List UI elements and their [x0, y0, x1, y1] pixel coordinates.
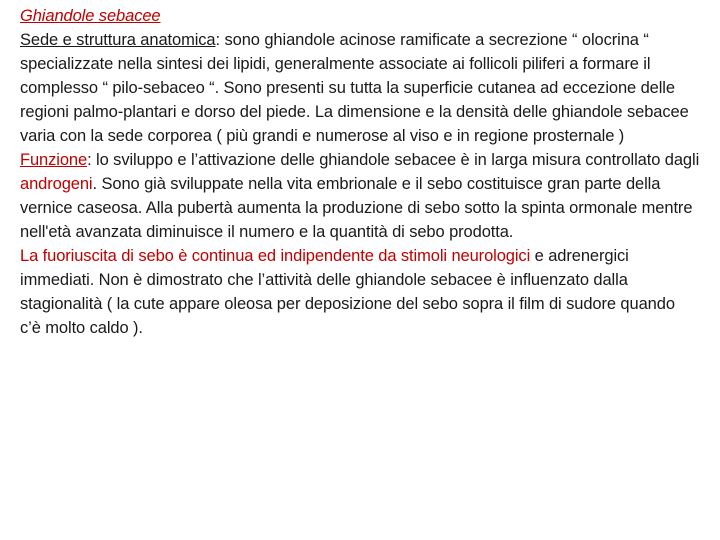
secretion-highlight: La fuoriuscita di sebo è continua ed indipendente da stimoli neurologici — [20, 247, 531, 265]
anatomy-text: : sono ghiandole acinose ramificate a secrezione “ olocrina “ specializzate nella sintesi dei lipidi, generalmente associate ai follicoli piliferi a formare il complesso “ pilo-sebaceo “. Sono presenti su tutta la superficie cutanea ad eccezione delle regioni palmo-plantari e dorso del piede. La dimensione e la densità delle ghiandole sebacee varia con la sede corporea ( più grandi e numerose al viso e in regione prosternale ) — [20, 31, 689, 145]
paragraph-function — [20, 148, 700, 244]
slide-title — [20, 4, 700, 28]
paragraph-anatomy — [20, 28, 700, 148]
function-label: Funzione — [20, 151, 88, 169]
function-text-a: : lo sviluppo e l’attivazione delle ghiandole sebacee è in larga misura controllato dagli — [87, 151, 700, 169]
title-text: Ghiandole sebacee — [20, 7, 161, 25]
secretion-text: e adrenergici immediati. Non è dimostrato che l’attività delle ghiandole sebacee è influenzato dalla stagionalità ( la cute appare oleosa per deposizione del sebo sopra il film di sudore quando c’è molto caldo ). — [20, 247, 675, 337]
function-text-b: . Sono già sviluppate nella vita embrionale e il sebo costituisce gran parte della vernice caseosa. Alla pubertà aumenta la produzione di sebo sotto la spinta ormonale mentre nell'età avanzata diminuisce il numero e la quantità di sebo prodotta. — [20, 175, 693, 241]
slide-content — [20, 4, 700, 340]
paragraph-secretion — [20, 244, 700, 340]
anatomy-label: Sede e struttura anatomica — [20, 31, 216, 49]
androgens-highlight: androgeni — [20, 175, 93, 193]
